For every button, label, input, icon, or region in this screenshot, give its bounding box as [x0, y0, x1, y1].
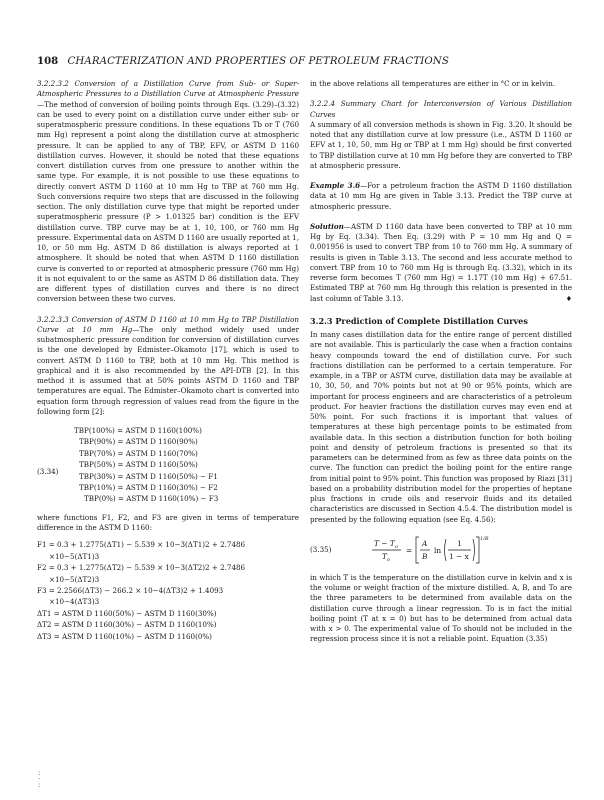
- paragraph-text: —The method of conversion of boiling points through Eqs. (3.29)–(3.32) can be used to every point on a distillation curve under either sub- or superatmospheric pressure conditions. In these equations Tb or T (760 mm Hg) represent a point along the distillation curve at atmospheric pressure. It can be applied to any of TBP, EFV, or ASTM D 1160 distillation curves. However, it should be noted that these equations convert distillation curves from one pressure to another within the same type. For example, it is not possible to use these equations to directly convert ASTM D 1160 at 10 mm Hg to TBP at 760 mm Hg. Such conversions require two steps that are discussed in the following section. The only distillation curve type that might be reported under superatmospheric pressure (P > 1.01325 bar) condition is the EFV distillation curve. TBP curve may be at 1, 10, 100, or 760 mm Hg pressure. Experimental data on ASTM D 1160 are usually reported at 1, 10, or 50 mm Hg. ASTM D 86 distillation is always reported at 1 atmosphere. It should be noted that when ASTM D 1160 distillation curve is converted to or reported at atmospheric pressure (760 mm Hg) it is not equivalent to or the same as ASTM D 86 distillation data. They are different types of distillation curves and there is no direct conversion between these two curves.: [37, 99, 299, 304]
- example-text: —For a petroleum fraction the ASTM D 1160 distillation data at 10 mm Hg are given in Table 3.13. Predict the TBP curve at atmospheric pressure.: [310, 181, 573, 211]
- paragraph-temperature-units: in the above relations all temperatures are either in °C or in kelvin.: [310, 79, 556, 88]
- definition-line: ×10−5(ΔT2)3: [49, 574, 100, 584]
- paragraph-conversion-sub-super: [37, 79, 299, 305]
- equation-line: TBP(90%) = ASTM D 1160(90%): [79, 437, 198, 447]
- section-heading-3-2-3: 3.2.3 Prediction of Complete Distillation Curves: [310, 315, 528, 326]
- exponent: 1/B: [480, 535, 489, 542]
- margin-mark: :: [38, 781, 41, 789]
- subsection-heading-3-2-2-3-3: 3.2.2.3.3 Conversion of ASTM D 1160 at 10 mm Hg to TBP Distillation Curve at 10 mm Hg: [37, 314, 299, 334]
- equation-line: TBP(50%) = ASTM D 1160(50%): [79, 460, 198, 470]
- margin-mark: ·: [38, 775, 41, 783]
- equation-number: (3.34): [37, 467, 59, 476]
- ln-operator: ln: [434, 545, 442, 555]
- example-label: Example 3.6: [310, 181, 361, 190]
- subsection-heading-3-2-2-3-2: 3.2.2.3.2 Conversion of a Distillation Curve from Sub- or Super- Atmospheric Pressures to a Distillation Curve at Atmospheric Pressure: [37, 79, 299, 99]
- equation-3-35-formula: [370, 533, 550, 567]
- paragraph-parameters: in which T is the temperature on the distillation curve in kelvin and x is the volume or weight fraction of the mixture distilled. A, B, and To are the three parameters to be determined from available data on the distillation curve through a linear regression. To is in fact the initial boiling point (T at x = 0) but has to be determined from actual data with x > 0. The experimental value of To should not be included in the regression process since it is not a reliable point. Equation (3.35): [310, 572, 572, 644]
- page-header: [37, 55, 577, 67]
- lhs-numerator: T − T: [374, 538, 395, 548]
- subsection-heading-3-2-2-4: 3.2.2.4 Summary Chart for Interconversion of Various Distillation Curves: [310, 99, 572, 119]
- paragraph-text: A summary of all conversion methods is shown in Fig. 3.20. It should be noted that any distillation curve at low pressure (i.e., ASTM D 1160 or EFV at 1, 10, 50, mm Hg or TBP at 1 mm Hg) should be first converted to TBP distillation curve at 10 mm Hg before they are converted to TBP at atmospheric pressure.: [310, 119, 572, 170]
- definition-line: ΔT1 = ASTM D 1160(50%) − ASTM D 1160(30%): [37, 608, 217, 618]
- equation-line: TBP(10%) = ASTM D 1160(30%) − F2: [79, 483, 218, 493]
- equation-line: TBP(100%) = ASTM D 1160(100%): [74, 426, 202, 435]
- definition-line: ΔT2 = ASTM D 1160(30%) − ASTM D 1160(10%): [37, 620, 217, 630]
- definition-line: ×10−5(ΔT1)3: [49, 551, 100, 561]
- equation-3-35: [310, 533, 572, 567]
- equation-3-34: [37, 425, 299, 505]
- denominator-one-minus-x: 1 − x: [449, 551, 469, 561]
- function-definitions: [37, 539, 299, 642]
- equation-line: TBP(0%) = ASTM D 1160(10%) − F3: [84, 494, 219, 504]
- paragraph-summary-chart: [310, 99, 572, 171]
- definition-line: F2 = 0.3 + 1.2775(ΔT2) − 5.539 × 10−3(ΔT2)2 + 2.7486: [37, 563, 246, 573]
- paragraph-text: —The only method widely used under subatmospheric pressure condition for conversion of distillation curves is the one developed by Edmister–Okamoto [17], which is used to convert ASTM D 1160 to TBP, both at 10 mm Hg. This method is graphical and it is also recommended by the API-DTB [2]. In this method it is assumed that at 50% points ASTM D 1160 and TBP temperatures are equal. The Edmister–Okamoto chart is converted into equation form through regression of values read from the figure in the following form [2]:: [37, 324, 299, 416]
- definition-line: ×10−4(ΔT3)3: [49, 597, 100, 607]
- right-column: [310, 79, 572, 645]
- solution-text: —ASTM D 1160 data have been converted to TBP at 10 mm Hg by Eq. (3.34). Then Eq. (3.29) with P = 10 mm Hg and Q = 0.001956 is used to convert TBP from 10 to 760 mm Hg. A summary of results is given in Table 3.13. The second and less accurate method to convert TBP from 10 to 760 mm Hg is through Eq. (3.32), which in its reverse form becomes T (760 mm Hg) = 1.17T (10 mm Hg) + 67.51. Estimated TBP at 760 mm Hg through this relation is presented in the last column of Table 3.13.: [310, 221, 572, 303]
- parameter-a: A: [422, 538, 428, 548]
- definition-line: F1 = 0.3 + 1.2775(ΔT1) − 5.539 × 10−3(ΔT1)2 + 2.7486: [37, 540, 246, 550]
- example-3-6: [310, 181, 572, 212]
- equation-line: TBP(30%) = ASTM D 1160(50%) − F1: [79, 471, 218, 481]
- lhs-denominator-subscript: o: [387, 556, 391, 563]
- paragraph-complete-curves: In many cases distillation data for the entire range of percent distilled are not available. This is particularly the case when a fraction contains heavy compounds toward the end of distillation curve. For such fractions distillation can be performed to a certain temperature. For example, in a TBP or ASTM curve, distillation data may be available at 10, 30, 50, and 70% points but not at 90 or 95% points, which are important for process engineers and are characteristics of a petroleum product. For heavier fractions the distillation curves may even end at 50% point. For such fractions it is important that values of temperatures at these high percentage points to be estimated from available data. In this section a distribution function for both boiling point and density of petroleum fractions is presented so that its parameters can be determined from as few as three data points on the curve. The function can predict the boiling point for the entire range from initial point to 95% point. This function was proposed by Riazi [31] based on a probability distribution model for the properties of heptane plus fractions in crude oils and reservoir fluids and its detailed characteristics are discussed in Section 4.5.4. The distribution model is presented by the following equation (see Eq. 4.56):: [310, 330, 572, 524]
- equals-sign: =: [406, 545, 413, 555]
- left-column: [37, 79, 299, 642]
- numerator-one: 1: [457, 538, 462, 548]
- lhs-numerator-subscript: o: [395, 543, 399, 550]
- end-of-example-mark: ♦: [565, 294, 572, 303]
- paragraph-functions-intro: where functions F1, F2, and F3 are given in terms of temperature difference in the ASTM D 1160:: [37, 512, 299, 533]
- equation-line: TBP(70%) = ASTM D 1160(70%): [79, 448, 198, 458]
- margin-marks: [38, 770, 40, 788]
- lhs-denominator: T: [382, 551, 387, 561]
- running-title: CHARACTERIZATION AND PROPERTIES OF PETROLEUM FRACTIONS: [67, 56, 449, 67]
- parameter-b: B: [422, 551, 428, 561]
- equation-number: (3.35): [310, 544, 332, 554]
- margin-mark: :: [38, 769, 41, 777]
- paragraph-conversion-astm-tbp: [37, 315, 299, 418]
- page-number: 108: [37, 55, 59, 67]
- definition-line: ΔT3 = ASTM D 1160(10%) − ASTM D 1160(0%): [37, 631, 212, 641]
- solution-3-6: [310, 222, 572, 304]
- definition-line: F3 = 2.2566(ΔT3) − 266.2 × 10−4(ΔT3)2 + 1.4093: [37, 585, 224, 595]
- solution-label: Solution: [310, 221, 344, 231]
